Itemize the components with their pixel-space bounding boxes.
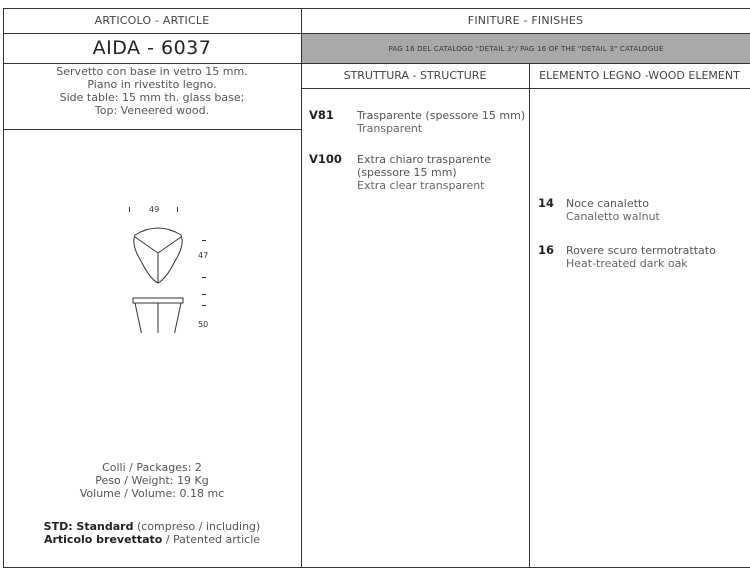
catalog-reference: PAG 16 DEL CATALOGO "DETAIL 3"/ PAG 16 OF THE "DETAIL 3" CATALOGUE bbox=[302, 34, 750, 63]
finish-label-en: Heat-treated dark oak bbox=[566, 257, 688, 270]
packages-count: Colli / Packages: 2 bbox=[102, 461, 202, 474]
finish-code: 16 bbox=[538, 243, 555, 257]
article-header: ARTICOLO - ARTICLE bbox=[94, 14, 210, 27]
std-note: (compreso / including) bbox=[133, 520, 261, 533]
standard-info bbox=[3, 520, 301, 546]
wood-header: ELEMENTO LEGNO -WOOD ELEMENT bbox=[539, 69, 740, 82]
finish-label: Trasparente (spessore 15 mm) bbox=[357, 109, 526, 122]
spec-sheet bbox=[3, 8, 750, 568]
description-line: Servetto con base in vetro 15 mm. bbox=[56, 65, 248, 78]
description-line: Top: Veneered wood. bbox=[94, 104, 210, 117]
shipping-info bbox=[3, 461, 301, 500]
finish-code: V100 bbox=[309, 152, 342, 166]
dimension-depth: 47 bbox=[198, 251, 209, 260]
weight-value: Peso / Weight: 19 Kg bbox=[95, 474, 209, 487]
finish-code: 14 bbox=[538, 196, 555, 210]
volume-value: Volume / Volume: 0.18 mc bbox=[79, 487, 225, 500]
patent-label: Articolo brevettato bbox=[43, 533, 163, 546]
finishes-header: FINITURE - FINISHES bbox=[467, 14, 584, 27]
finish-code: V81 bbox=[309, 108, 334, 122]
structure-item bbox=[309, 109, 525, 135]
description-line: Side table: 15 mm th. glass base; bbox=[59, 91, 245, 104]
finish-label: Rovere scuro termotrattato bbox=[566, 244, 716, 257]
finish-label-en: Canaletto walnut bbox=[566, 210, 660, 223]
wood-item bbox=[538, 244, 716, 270]
finish-label: Extra chiaro trasparente bbox=[357, 153, 491, 166]
table-drawing bbox=[123, 223, 193, 333]
dimension-width: 49 bbox=[149, 205, 160, 214]
finish-label: (spessore 15 mm) bbox=[357, 166, 457, 179]
finish-label-en: Transparent bbox=[357, 122, 423, 135]
product-description bbox=[3, 65, 301, 117]
structure-item bbox=[309, 153, 491, 192]
std-label: STD: Standard bbox=[43, 520, 134, 533]
structure-header: STRUTTURA - STRUCTURE bbox=[343, 69, 487, 82]
patent-note: / Patented article bbox=[162, 533, 261, 546]
finish-label: Noce canaletto bbox=[566, 197, 649, 210]
model-name: AIDA - 6037 bbox=[92, 37, 212, 59]
finish-label-en: Extra clear transparent bbox=[357, 179, 485, 192]
description-line: Piano in rivestito legno. bbox=[87, 78, 217, 91]
dimension-height: 50 bbox=[198, 320, 209, 329]
wood-item bbox=[538, 197, 660, 223]
